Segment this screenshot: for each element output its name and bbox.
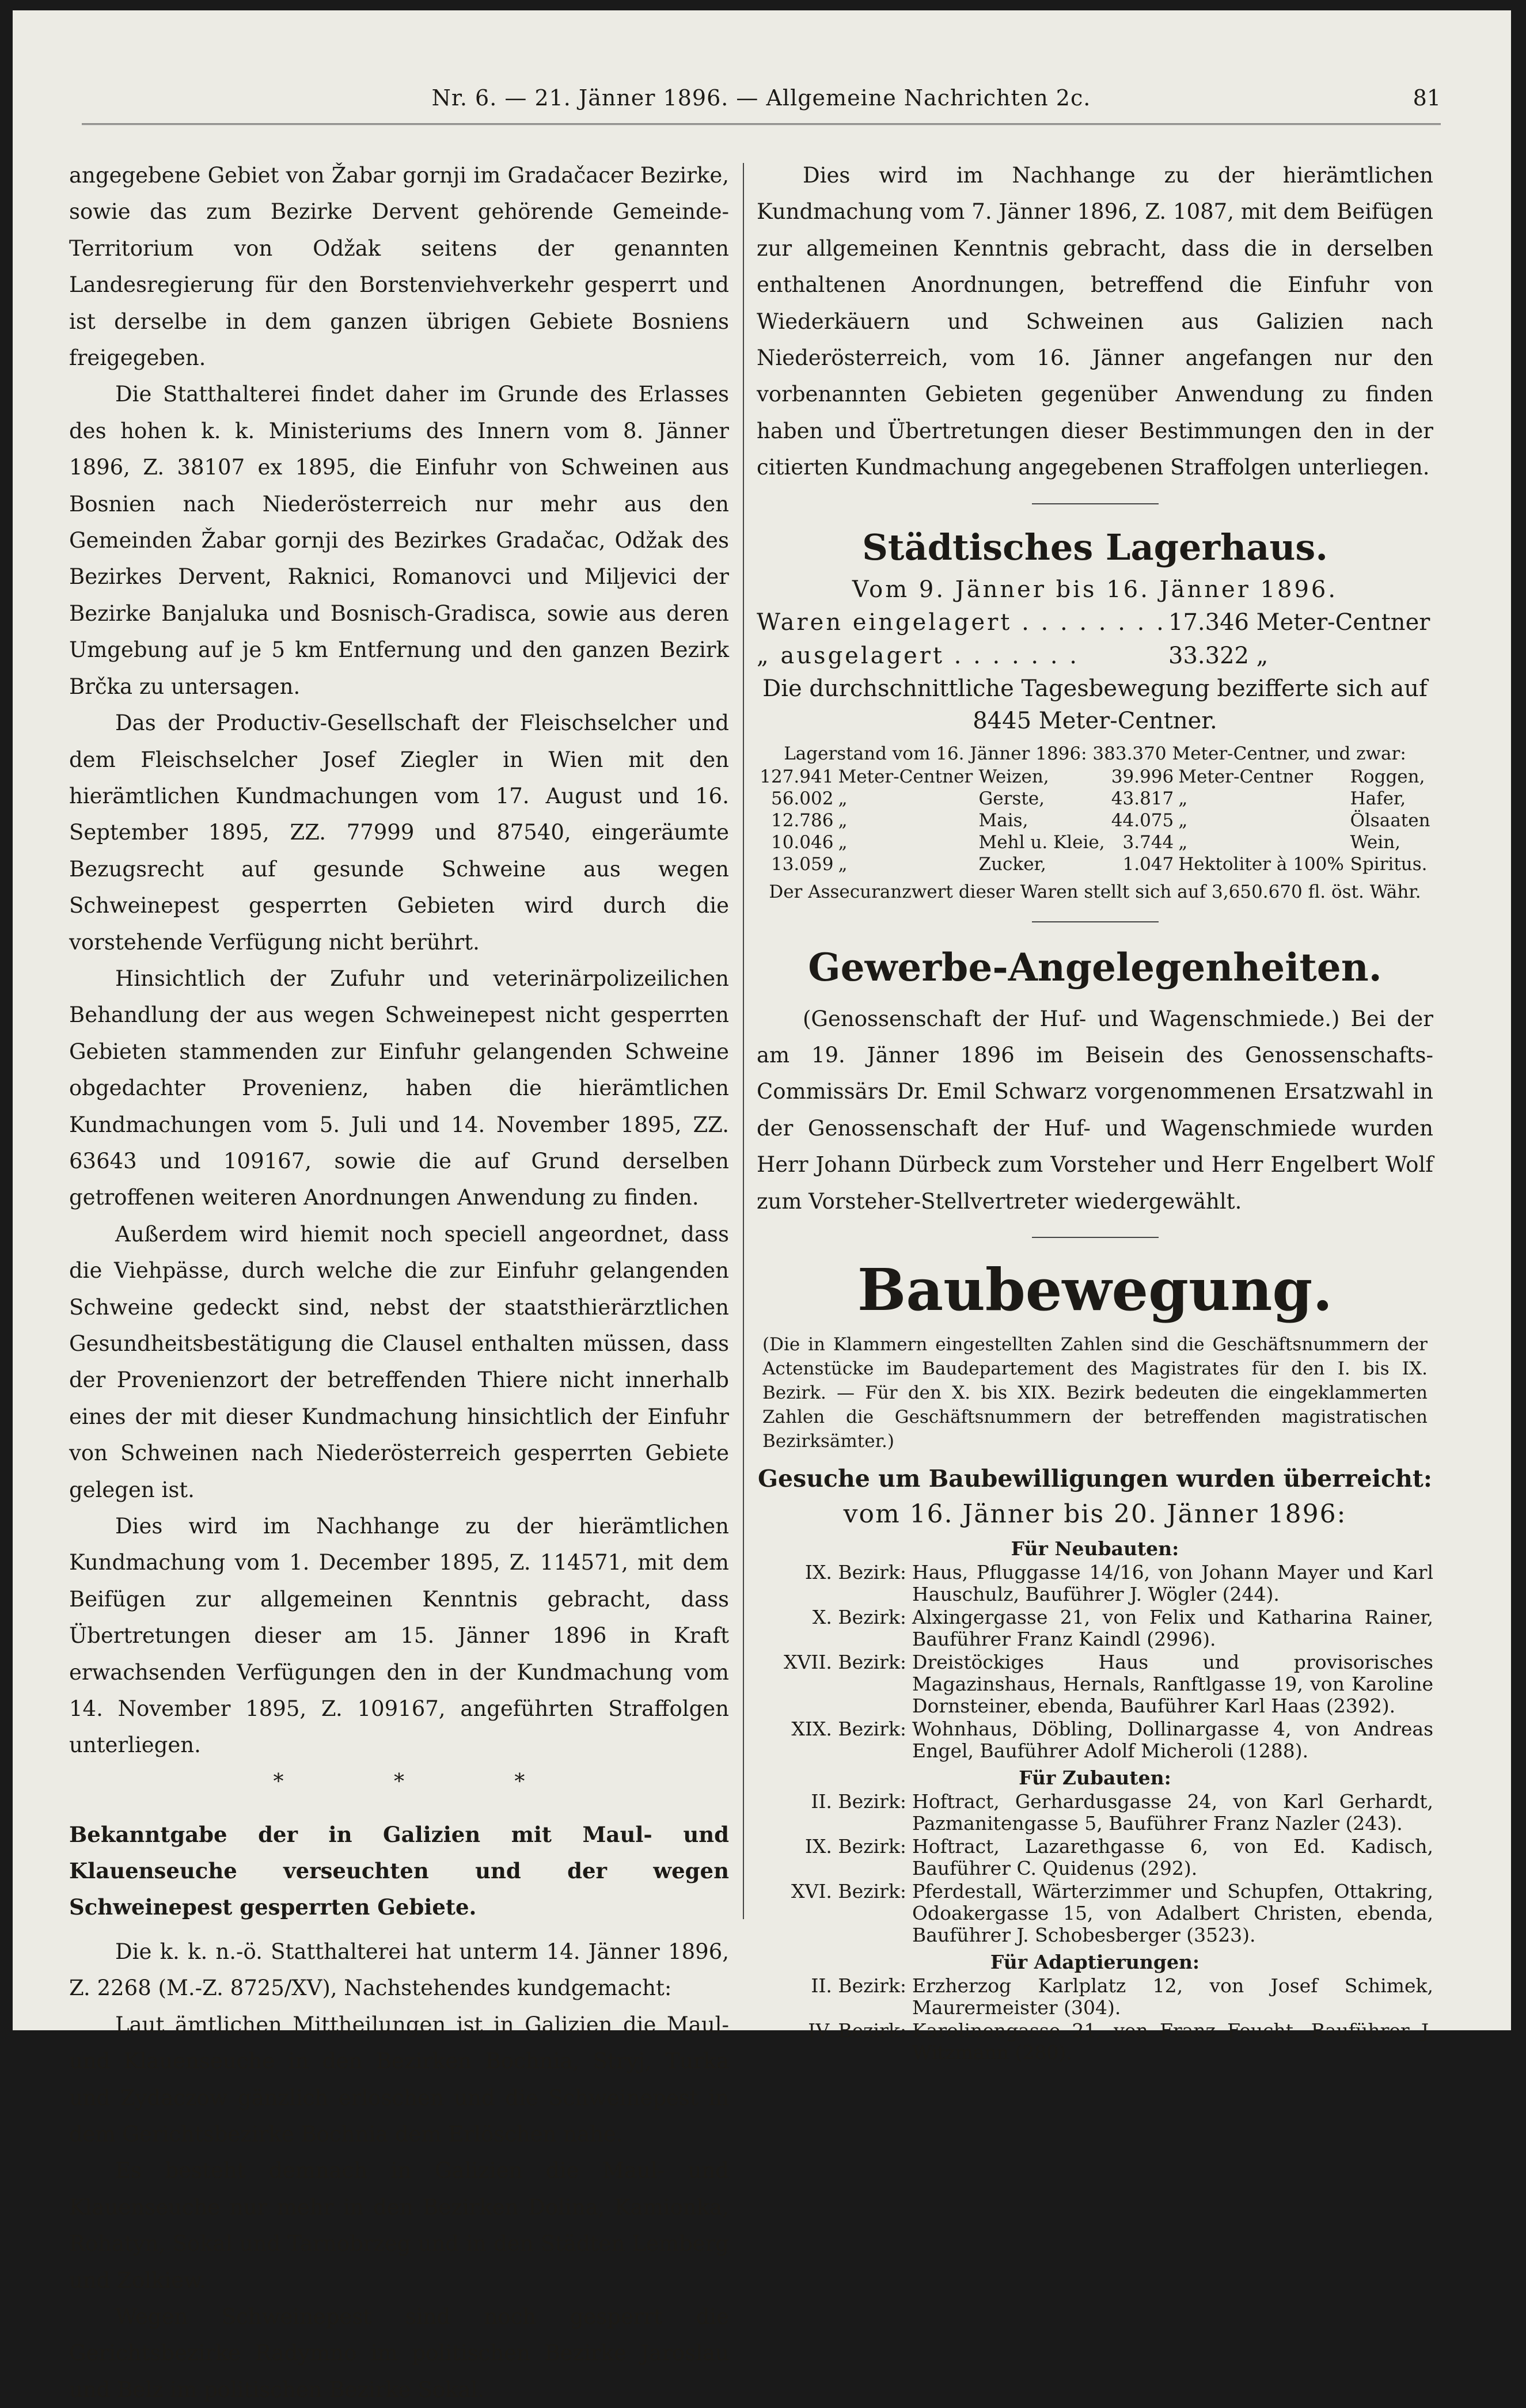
- section-stars: * * *: [273, 1769, 577, 1794]
- bau-entry: [757, 1562, 1433, 1605]
- separator: [1032, 1237, 1159, 1238]
- gewerbe-heading: Gewerbe-Angelegenheiten.: [808, 944, 1382, 990]
- bau-subheading: Gesuche um Baubewilligungen wurden überreicht:: [758, 1465, 1432, 1493]
- bau-entry-district: II. Bezirk:: [811, 1974, 906, 1997]
- avg-line-1: Die durchschnittliche Tagesbewegung bezifferte sich auf: [762, 675, 1428, 702]
- stock-row: [757, 810, 1433, 831]
- paragraph: angegebene Gebiet von Žabar gornji im Gradačacer Bezirke, sowie das zum Bezirke Dervent gehörende Gemeinde-Territorium von Odžak seitens der genannten Landesregierung für den Borstenviehverkehr gesperrt und ist derselbe in dem ganzen übrigen Gebiete Bosniens freigegeben.: [69, 163, 729, 371]
- stock-cell: „: [838, 853, 848, 875]
- stock-cell: 127.941: [760, 766, 834, 787]
- bau-entry-text: Hoftract, Lazarethgasse 6, von Ed. Kadisch, Bauführer C. Quidenus (292).: [912, 1835, 1433, 1880]
- bau-date-range: vom 16. Jänner bis 20. Jänner 1896:: [843, 1499, 1347, 1529]
- bau-entry-district: XVI. Bezirk:: [791, 1880, 906, 1903]
- lagerhaus-heading: Städtisches Lagerhaus.: [862, 526, 1328, 568]
- out-label: „ ausgelagert . . . . . . .: [757, 642, 1079, 669]
- stock-cell: 1.047: [1122, 853, 1174, 875]
- stock-cell: Mehl u. Kleie,: [978, 831, 1105, 853]
- bau-entry-text: Pferdestall, Wärterzimmer und Schupfen, Ottakring, Odoakergasse 15, von Adalbert Christen, ebenda, Bauführer J. Schobesberger (3523).: [912, 1880, 1433, 1947]
- baubewegung-heading: Baubewegung.: [857, 1256, 1333, 1324]
- baubewegung-section: [757, 1255, 1433, 2064]
- stock-cell: Wein,: [1350, 831, 1401, 853]
- stock-cell: Weizen,: [978, 766, 1049, 787]
- stock-cell: Meter-Centner: [1178, 766, 1314, 787]
- bau-entry-district: II. Bezirk:: [811, 1790, 906, 1813]
- bau-entry: [757, 1606, 1433, 1650]
- in-label: Waren eingelagert . . . . . . . .: [757, 609, 1166, 636]
- stock-cell: Zucker,: [978, 853, 1046, 875]
- out-value: 33.322 „: [1168, 642, 1269, 669]
- stock-cell: 13.059: [770, 853, 834, 875]
- lagerhaus-out-row: [757, 639, 1433, 673]
- stock-cell: 44.075: [1111, 810, 1174, 831]
- stock-row: [757, 766, 1433, 788]
- bau-entry: [757, 1791, 1433, 1835]
- column-divider: [743, 163, 744, 1919]
- stock-cell: Hafer,: [1350, 788, 1406, 809]
- right-column: [757, 157, 1433, 2065]
- bau-entry: [757, 1651, 1433, 1717]
- page-header: [82, 79, 1441, 126]
- bau-category-title: Für Adaptierungen:: [990, 1951, 1200, 1974]
- page-number: 81: [1413, 85, 1441, 111]
- bau-entry: [757, 2020, 1433, 2064]
- bau-category-title: Für Neubauten:: [1011, 1537, 1179, 1560]
- stock-cell: 3.744: [1122, 831, 1174, 853]
- bau-groups: [757, 1536, 1433, 2064]
- bau-entry-district: XIX. Bezirk:: [791, 1718, 906, 1741]
- stock-table: [757, 766, 1433, 875]
- paragraph: Die Statthalterei findet daher im Grunde des Erlasses des hohen k. k. Ministeriums des Innern vom 8. Jänner 1896, Z. 38107 ex 1895, die Einfuhr von Schweinen aus Bosnien nach Niederösterreich nur mehr aus den Gemeinden Žabar gornji des Bezirkes Gradačac, Odžak des Bezirkes Dervent, Raknici, Romanovci und Miljevici der Bezirke Banjaluka und Bosnisch-Gradisca, sowie aus deren Umgebung auf je 5 km Entfernung und den ganzen Bezirk Brčka zu untersagen.: [69, 382, 729, 699]
- paragraph: Wegen Schweinepest sind noch gesperrt die Gerichtsbezirke Radymno im politischen Bezirke Jaroslau und Belz im politischen Bezirke Sokal.: [69, 2304, 729, 2402]
- bau-entry: [757, 1975, 1433, 2019]
- stock-cell: Ölsaaten: [1350, 810, 1430, 831]
- bau-entry-text: Wohnhaus, Döbling, Dollinargasse 4, von Andreas Engel, Bauführer Adolf Micheroli (1288).: [912, 1718, 1433, 1763]
- bau-entry-district: IX. Bezirk:: [804, 1835, 906, 1858]
- paragraph: Dies wird im Nachhange zu der hierämtlichen Kundmachung vom 7. Jänner 1896, Z. 1087, mit dem Beifügen zur allgemeinen Kenntnis gebracht, dass die in derselben enthaltenen Anordnungen, betreffend die Einfuhr von Wiederkäuern und Schweinen aus Galizien nach Niederösterreich, vom 16. Jänner angefangen nur den vorbenannten Gebieten gegenüber Anwendung zu finden haben und Übertretungen dieser Bestimmungen den in der citierten Kundmachung angegebenen Straffolgen unterliegen.: [757, 163, 1433, 480]
- lagerhaus-section: [757, 522, 1433, 904]
- stock-cell: „: [838, 810, 848, 831]
- paragraph: Dies wird im Nachhange zu der hierämtlichen Kundmachung vom 1. December 1895, Z. 114571, mit dem Beifügen zur allgemeinen Kenntnis gebracht, dass Übertretungen dieser am 15. Jänner 1896 in Kraft erwachsenden Verfügungen den in der Kundmachung vom 14. November 1895, Z. 109167, angeführten Straffolgen unterliegen.: [69, 1514, 729, 1758]
- bau-category-title: Für Zubauten:: [1019, 1767, 1171, 1790]
- stock-cell: Roggen,: [1350, 766, 1425, 787]
- stock-cell: 39.996: [1111, 766, 1174, 787]
- in-value: 17.346 Meter-Centner: [1168, 609, 1430, 636]
- stock-intro: Lagerstand vom 16. Jänner 1896: 383.370 Meter-Centner, und zwar:: [784, 743, 1406, 764]
- stock-row: [757, 788, 1433, 810]
- bau-entry-text: Erzherzog Karlplatz 12, von Josef Schimek, Maurermeister (304).: [912, 1974, 1433, 2019]
- paragraph: Die k. k. n.-ö. Statthalterei hat unterm 14. Jänner 1896, Z. 2268 (M.-Z. 8725/XV), Nachstehendes kundgemacht:: [69, 1939, 729, 2001]
- bau-entry: [757, 1881, 1433, 1946]
- stock-cell: „: [1178, 810, 1188, 831]
- stock-cell: Spiritus.: [1350, 853, 1428, 875]
- separator: [1032, 503, 1159, 504]
- stock-cell: „: [1178, 831, 1188, 853]
- gewerbe-text: (Genossenschaft der Huf- und Wagenschmiede.) Bei der am 19. Jänner 1896 im Beisein des Genossenschafts-Commissärs Dr. Emil Schwarz vorgenommenen Ersatzwahl in der Genossenschaft der Huf- und Wagenschmiede wurden Herr Johann Dürbeck zum Vorsteher und Herr Engelbert Wolf zum Vorsteher-Stellvertreter wiedergewählt.: [757, 1006, 1433, 1214]
- stock-cell: „: [838, 831, 848, 853]
- bau-entry-text: Hoftract, Gerhardusgasse 24, von Karl Gerhardt, Pazmanitengasse 5, Bauführer Franz Nazler (243).: [912, 1790, 1433, 1835]
- bau-note: (Die in Klammern eingestellten Zahlen sind die Geschäftsnummern der Actenstücke im Baudepartement des Magistrates für den I. bis IX. Bezirk. — Für den X. bis XIX. Bezirk bedeuten die eingeklammerten Zahlen die Geschäftsnummern der betreffenden magistratischen Bezirksämter.): [762, 1334, 1428, 1452]
- bau-entry-district: XVII. Bezirk:: [784, 1651, 906, 1674]
- paragraph: Hinsichtlich der Zufuhr und veterinärpolizeilichen Behandlung der aus wegen Schweinepest nicht gesperrten Gebieten stammenden zur Einfuhr gelangenden Schweine obgedachter Provenienz, haben die hierämtlichen Kundmachungen vom 5. Juli und 14. November 1895, ZZ. 63643 und 109167, sowie die auf Grund derselben getroffenen weiteren Anordnungen Anwendung zu finden.: [69, 966, 729, 1210]
- stock-cell: „: [838, 788, 848, 809]
- bau-entry-text: Karolinengasse 21, von Franz Feucht, Bauführer J. Witzmann (280).: [912, 2019, 1433, 2064]
- stock-cell: Gerste,: [978, 788, 1045, 809]
- bau-entry: [757, 1718, 1433, 1762]
- paragraph: Es besteht demnach in Galizien die Maul- und Klauenseuche nur mehr in den Bezirken Dolina, Kamionka, Rohatyn, Sokal und Tarnobrzeg und in den Städten Lemberg und Zolkiew.: [69, 2158, 729, 2293]
- left-column: [69, 157, 729, 2408]
- stock-cell: 56.002: [770, 788, 834, 809]
- paragraph: Laut ämtlichen Mittheilungen ist in Galizien die Maul- und Klauenseuche in den Bezirken Bochnia, Stryj, Turka und Zydaczow gänzlich erloschen und die Schweinepest in dem Gerichtsbezirke Bochnia dem Erlöschen nahe.: [69, 2012, 729, 2147]
- bau-entry-district: X. Bezirk:: [812, 1606, 906, 1629]
- bau-entry: [757, 1836, 1433, 1879]
- stock-cell: Meter-Centner: [838, 766, 973, 787]
- gewerbe-section: [757, 940, 1433, 1220]
- header-divider: [82, 123, 1441, 125]
- paragraph: Außerdem wird hiemit noch speciell angeordnet, dass die Viehpässe, durch welche die zur Einfuhr gelangenden Schweine gedeckt sind, nebst der staatsthierärztlichen Gesundheitsbestätigung die Clausel enthalten müssen, dass der Provenienzort der betreffenden Thiere nicht innerhalb eines der mit dieser Kundmachung hinsichtlich der Einfuhr von Schweinen nach Niederösterreich gesperrten Gebiete gelegen ist.: [69, 1221, 729, 1502]
- bau-entry-text: Haus, Pfluggasse 14/16, von Johann Mayer und Karl Hauschulz, Bauführer J. Wögler (244).: [912, 1561, 1433, 1606]
- stock-cell: Mais,: [978, 810, 1028, 831]
- lagerhaus-period: Vom 9. Jänner bis 16. Jänner 1896.: [852, 576, 1338, 603]
- bau-entry-text: Alxingergasse 21, von Felix und Katharina Rainer, Bauführer Franz Kaindl (2996).: [912, 1606, 1433, 1651]
- bau-entry-district: IV. Bezirk:: [808, 2019, 906, 2042]
- paragraph: Das der Productiv-Gesellschaft der Fleischselcher und dem Fleischselcher Josef Ziegler in Wien mit den hierämtlichen Kundmachungen vom 17. August und 16. September 1895, ZZ. 77999 und 87540, eingeräumte Bezugsrecht auf gesunde Schweine aus wegen Schweinepest gesperrten Gebieten wird durch die vorstehende Verfügung nicht berührt.: [69, 711, 729, 955]
- lagerhaus-in-row: [757, 606, 1433, 639]
- stock-row: [757, 853, 1433, 875]
- section-heading: Bekanntgabe der in Galizien mit Maul- und Klauenseuche verseuchten und der wegen Schweinepest gesperrten Gebiete.: [69, 1821, 729, 1920]
- stock-cell: „: [1178, 788, 1188, 809]
- avg-line-2: 8445 Meter-Centner.: [973, 707, 1217, 734]
- separator: [1032, 921, 1159, 922]
- stock-cell: 43.817: [1111, 788, 1174, 809]
- bau-entry-text: Dreistöckiges Haus und provisorisches Magazinshaus, Hernals, Ranftlgasse 19, von Karoline Dornsteiner, ebenda, Bauführer Karl Haas (2392).: [912, 1651, 1433, 1718]
- bau-entry-district: IX. Bezirk:: [804, 1561, 906, 1584]
- stock-row: [757, 831, 1433, 853]
- stock-cell: 12.786: [770, 810, 834, 831]
- header-title: Nr. 6. — 21. Jänner 1896. — Allgemeine Nachrichten 2c.: [431, 85, 1091, 111]
- stock-cell: Hektoliter à 100%: [1178, 853, 1344, 875]
- stock-cell: 10.046: [770, 831, 834, 853]
- insurance-note: Der Assecuranzwert dieser Waren stellt sich auf 3,650.670 fl. öst. Währ.: [769, 881, 1421, 902]
- newspaper-page: [13, 10, 1511, 2402]
